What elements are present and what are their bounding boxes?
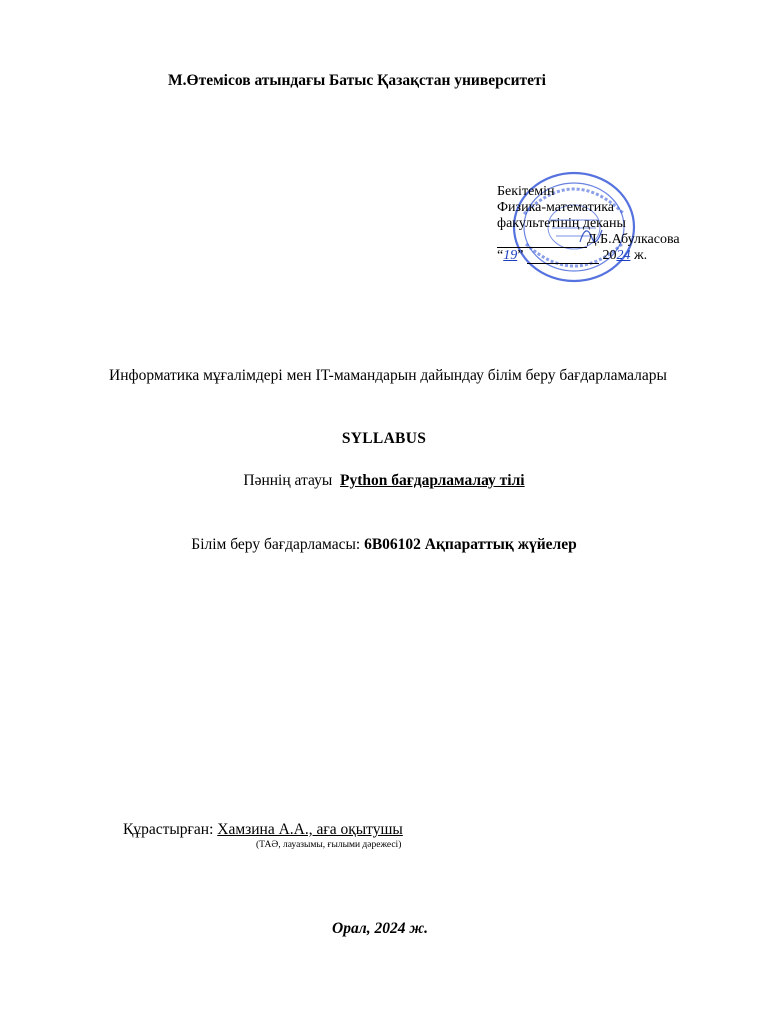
date-year-prefix: 20 <box>602 248 617 263</box>
approval-block <box>497 184 707 264</box>
education-program-value: 6В06102 Ақпараттық жүйелер <box>364 536 577 553</box>
subject-label: Пәннің атауы <box>243 472 333 489</box>
program-title: Информатика мұғалімдері мен IT-мамандарын дайындау білім беру бағдарламалары <box>109 367 667 384</box>
subject-value: Python бағдарламалау тілі <box>339 472 525 489</box>
date-month-line <box>527 251 599 264</box>
approval-faculty: Физика-математика <box>497 200 615 215</box>
city-year: Орал, 2024 ж. <box>332 920 428 937</box>
education-program-label: Білім беру бағдарламасы: <box>191 536 361 553</box>
document-type: SYLLABUS <box>341 430 427 447</box>
date-quote-close: ” <box>517 248 524 263</box>
date-day: 19 <box>503 248 518 263</box>
compiler-line <box>123 821 403 839</box>
date-quote-open: “ <box>497 248 504 263</box>
signature-line <box>497 235 587 248</box>
subject-line <box>0 472 768 490</box>
approval-dean-title: факультетінің деканы <box>497 216 626 231</box>
approval-date-row <box>497 248 707 264</box>
approval-title: Бекітемін <box>497 184 555 199</box>
dean-name: Д.Б.Абулкасова <box>587 232 680 247</box>
education-program-line <box>0 536 768 554</box>
compiler-note: (ТАӘ, лауазымы, ғылыми дәрежесі) <box>256 840 402 850</box>
date-suffix: ж. <box>633 248 648 263</box>
university-name: М.Өтемісов атындағы Батыс Қазақстан университеті <box>168 72 546 89</box>
compiler-label: Құрастырған: <box>123 821 214 838</box>
approval-signature-row <box>497 232 707 248</box>
compiler-value: Хамзина А.А., аға оқытушы <box>217 821 403 838</box>
date-year-suffix: 24 <box>616 248 631 263</box>
